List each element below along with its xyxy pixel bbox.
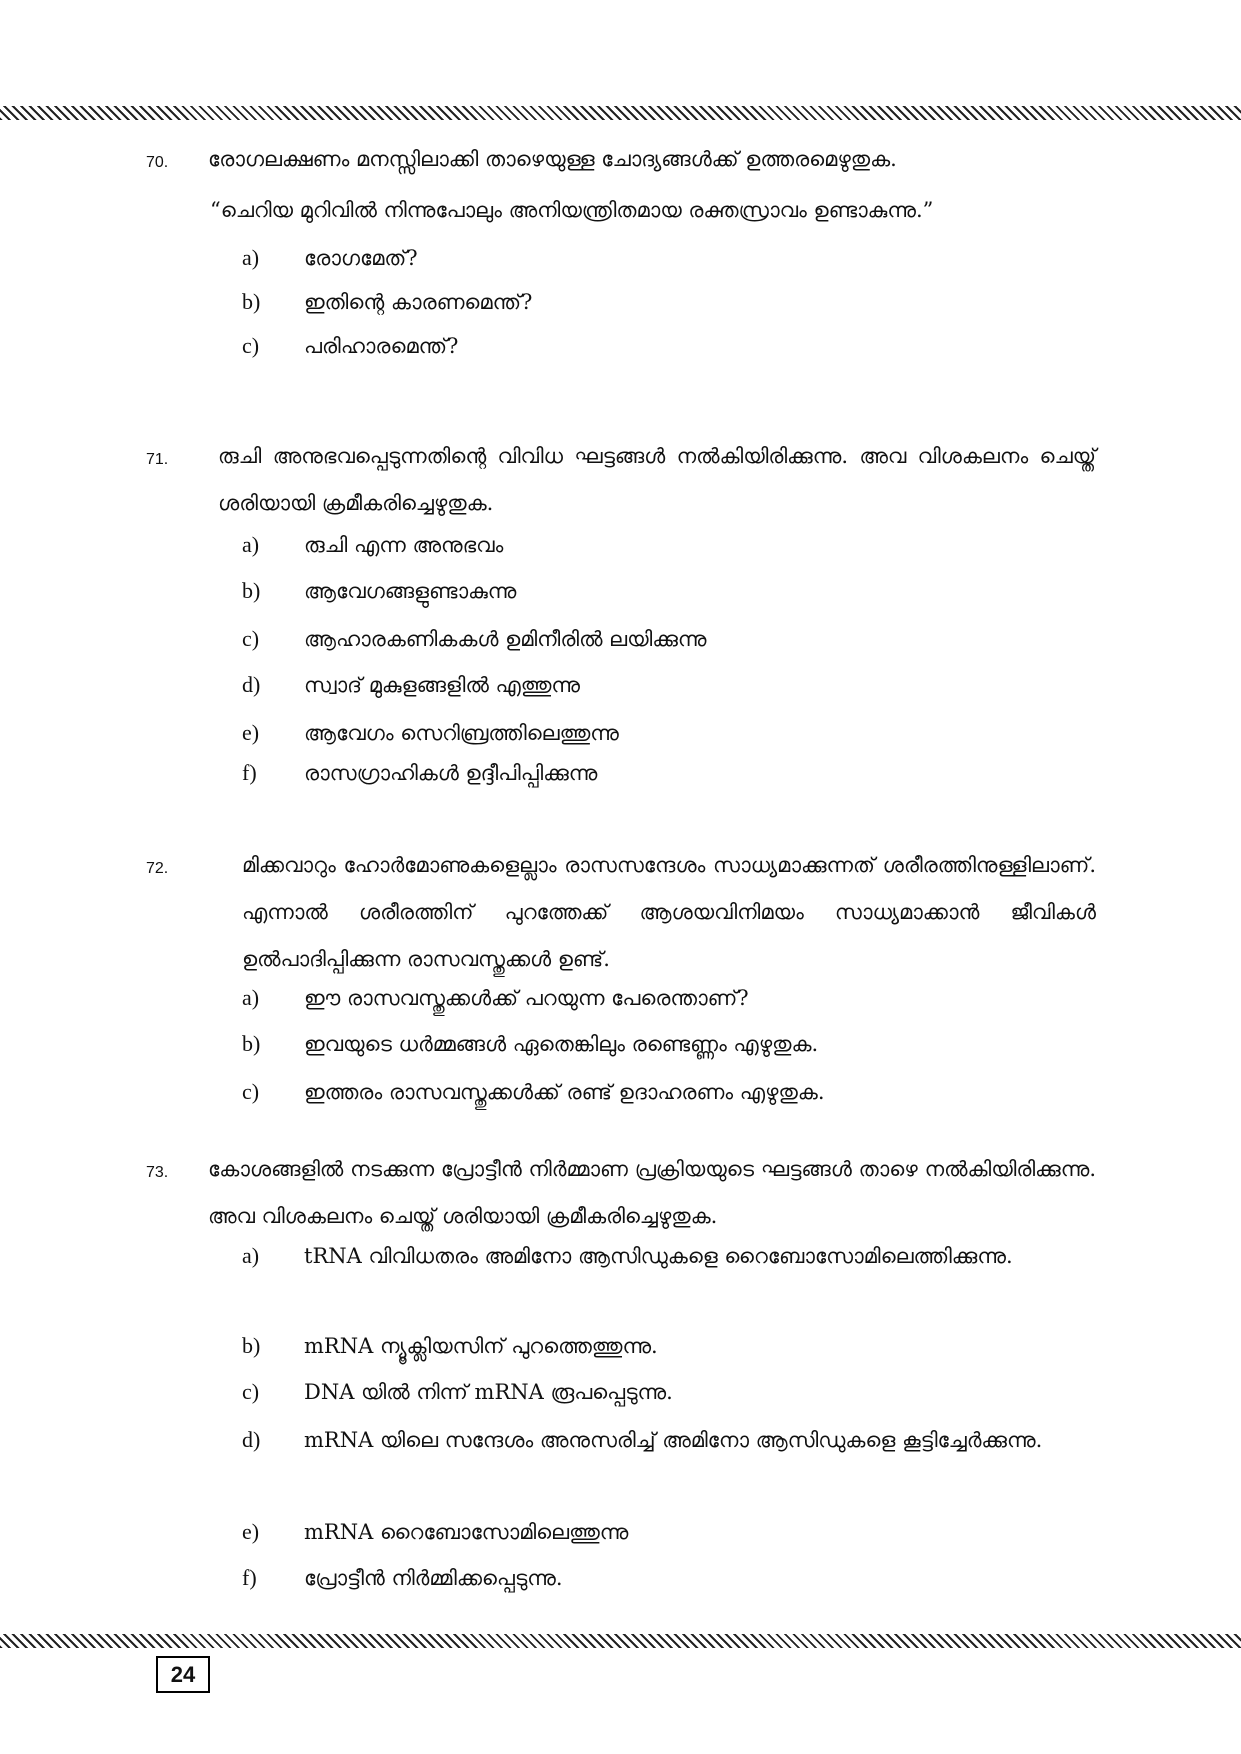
question-number: 72. <box>146 860 169 877</box>
option-text: ഇതിന്റെ കാരണമെന്ത്? <box>304 290 533 314</box>
option-label: c) <box>242 333 260 358</box>
option-label: f) <box>242 760 257 785</box>
option-label: b) <box>242 1031 261 1056</box>
option-text: സ്വാദ് മുകുളങ്ങളിൽ എത്തുന്നു <box>304 673 581 697</box>
option-text: രോഗമേത്? <box>304 246 418 270</box>
option-text: DNA യിൽ നിന്ന് mRNA രൂപപ്പെടുന്നു. <box>304 1380 673 1404</box>
option-text: ആവേഗങ്ങളുണ്ടാകുന്നു <box>304 579 517 603</box>
option-label: a) <box>242 532 260 557</box>
option-text: രാസഗ്രാഹികൾ ഉദ്ദീപിപ്പിക്കുന്നു <box>304 761 598 785</box>
option-label: f) <box>242 1565 257 1590</box>
question-text: രോഗലക്ഷണം മനസ്സിലാക്കി താഴെയുള്ള ചോദ്യങ്ങൾക്ക് ഉത്തരമെഴുതുക. <box>208 147 897 171</box>
option-text: ആഹാരകണികകൾ ഉമിനീരിൽ ലയിക്കുന്നു <box>304 627 707 651</box>
bottom-hatch-border <box>0 1634 1241 1648</box>
option-label: c) <box>242 1379 260 1404</box>
option-label: a) <box>242 1243 260 1268</box>
option-label: e) <box>242 720 260 745</box>
page-number: 24 <box>156 1656 210 1693</box>
question-text: രുചി അനുഭവപ്പെടുന്നതിന്റെ വിവിധ ഘട്ടങ്ങൾ നൽകിയിരിക്കുന്നു. അവ വിശകലനം ചെയ്ത് ശരിയായി ക്രമീകരിച്ചെഴുതുക. <box>218 444 1096 515</box>
option-label: d) <box>242 672 261 697</box>
option-text: പ്രോട്ടീൻ നിർമ്മിക്കപ്പെടുന്നു. <box>304 1566 563 1590</box>
option-label: a) <box>242 245 260 270</box>
question-number: 73. <box>146 1164 169 1181</box>
option-label: e) <box>242 1519 260 1544</box>
option-label: b) <box>242 1333 261 1358</box>
question-number: 70. <box>146 154 169 171</box>
option-label: d) <box>242 1427 261 1452</box>
option-text: tRNA വിവിധതരം അമിനോ ആസിഡുകളെ റൈബോസോമിലെത്തിക്കുന്നു. <box>304 1244 1013 1268</box>
option-label: c) <box>242 1079 260 1104</box>
option-text: പരിഹാരമെന്ത്? <box>304 334 459 358</box>
option-label: c) <box>242 626 260 651</box>
option-text: ഈ രാസവസ്തുക്കൾക്ക് പറയുന്ന പേരെന്താണ്? <box>304 986 749 1010</box>
question-quote: “ചെറിയ മുറിവിൽ നിന്നുപോലും അനിയന്ത്രിതമായ രക്തസ്രാവം ഉണ്ടാകുന്നു.” <box>210 198 934 222</box>
option-label: a) <box>242 985 260 1010</box>
question-text: കോശങ്ങളിൽ നടക്കുന്ന പ്രോട്ടീൻ നിർമ്മാണ പ്രക്രിയയുടെ ഘട്ടങ്ങൾ താഴെ നൽകിയിരിക്കുന്നു. അവ വിശകലനം ചെയ്ത് ശരിയായി ക്രമീകരിച്ചെഴുതുക. <box>208 1157 1096 1228</box>
option-text: mRNA യിലെ സന്ദേശം അനുസരിച്ച് അമിനോ ആസിഡുകളെ കൂട്ടിച്ചേർക്കുന്നു. <box>304 1428 1043 1452</box>
option-label: b) <box>242 578 261 603</box>
top-hatch-border <box>0 106 1241 120</box>
option-text: രുചി എന്ന അനുഭവം <box>304 533 504 557</box>
option-text: mRNA റൈബോസോമിലെത്തുന്നു <box>304 1520 629 1544</box>
option-text: ഇത്തരം രാസവസ്തുക്കൾക്ക് രണ്ട് ഉദാഹരണം എഴുതുക. <box>304 1080 825 1104</box>
option-label: b) <box>242 289 261 314</box>
option-text: ഇവയുടെ ധർമ്മങ്ങൾ ഏതെങ്കിലും രണ്ടെണ്ണം എഴുതുക. <box>304 1032 819 1056</box>
option-text: mRNA ന്യൂക്ലിയസിന് പുറത്തെത്തുന്നു. <box>304 1334 658 1358</box>
question-text: മിക്കവാറും ഹോർമോണുകളെല്ലാം രാസസന്ദേശം സാധ്യമാക്കുന്നത് ശരീരത്തിനുള്ളിലാണ്. എന്നാൽ ശരീരത്തിന് പുറത്തേക്ക് ആശയവിനിമയം സാധ്യമാക്കാൻ ജീവികൾ ഉൽപാദിപ്പിക്കുന്ന രാസവസ്തുക്കൾ ഉണ്ട്. <box>242 853 1096 971</box>
question-number: 71. <box>146 451 169 468</box>
option-text: ആവേഗം സെറിബ്രത്തിലെത്തുന്നു <box>304 721 619 745</box>
